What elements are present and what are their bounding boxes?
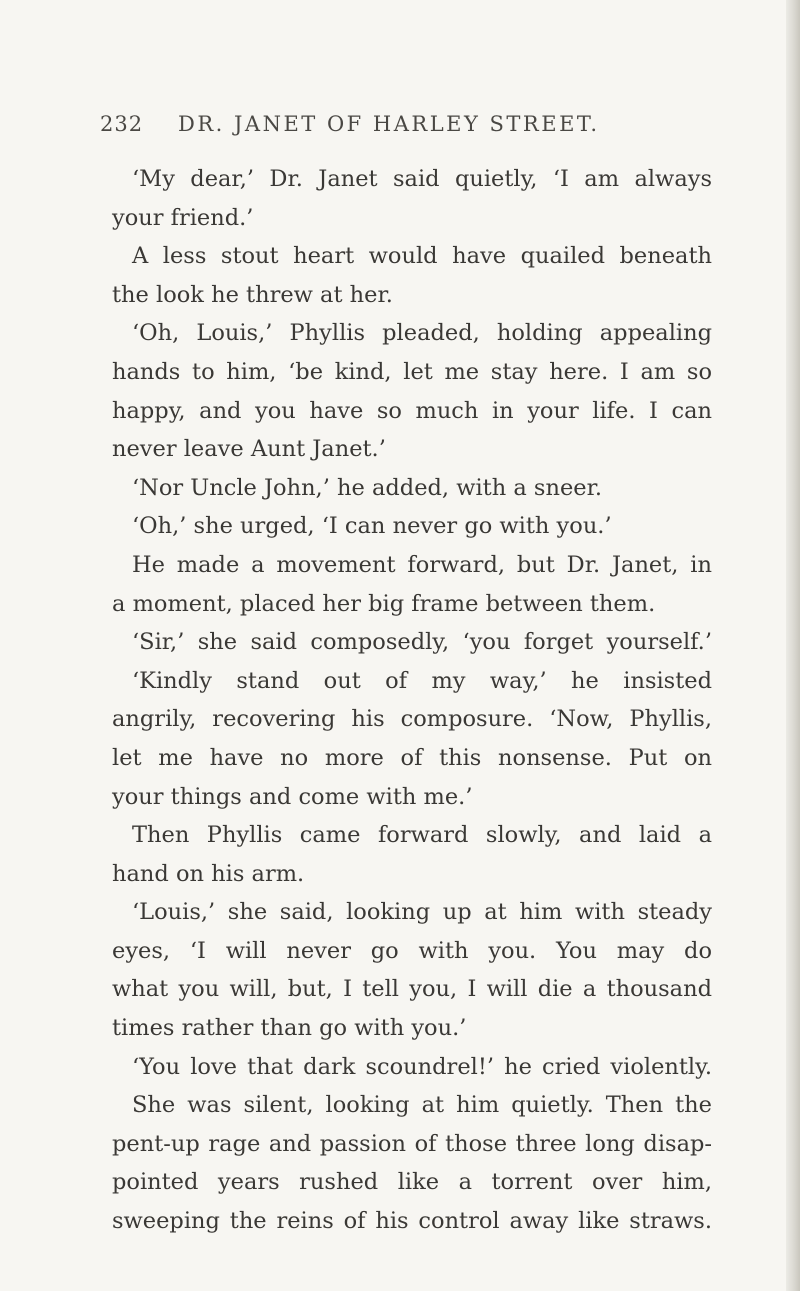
text-line: sweeping the reins of his control away like straws.	[112, 1208, 712, 1235]
text-line: ‘Oh,’ she urged, ‘I can never go with you.’	[132, 513, 612, 540]
text-line: ‘Nor Uncle John,’ he added, with a sneer.	[132, 474, 603, 501]
text-line: happy, and you have so much in your life. I can	[112, 397, 712, 424]
text-line: hands to him, ‘be kind, let me stay here. I am so	[112, 358, 712, 385]
text-line: let me have no more of this nonsense. Put on	[112, 744, 712, 771]
page-number: 232	[100, 112, 144, 136]
text-line: what you will, but, I tell you, I will die a thousand	[112, 976, 712, 1003]
text-line: hand on his arm.	[112, 860, 305, 887]
text-line: ‘You love that dark scoundrel!’ he cried violently.	[132, 1053, 712, 1080]
text-line: your friend.’	[112, 204, 254, 231]
text-line: pointed years rushed like a torrent over him,	[112, 1169, 712, 1196]
text-line: ‘My dear,’ Dr. Janet said quietly, ‘I am always	[132, 166, 712, 192]
text-line: the look he threw at her.	[112, 281, 393, 308]
text-line: ‘Louis,’ she said, looking up at him with steady	[132, 899, 712, 926]
text-line: A less stout heart would have quailed beneath	[132, 243, 712, 270]
text-line: Then Phyllis came forward slowly, and laid a	[132, 822, 712, 849]
text-line: pent-up rage and passion of those three long disap-	[112, 1130, 712, 1157]
body-text	[112, 160, 712, 1241]
running-head: DR. JANET OF HARLEY STREET.	[178, 112, 600, 136]
text-line: angrily, recovering his composure. ‘Now, Phyllis,	[112, 706, 712, 733]
page-header	[100, 112, 740, 152]
page-edge	[786, 0, 800, 1291]
text-line: times rather than go with you.’	[112, 1015, 467, 1042]
text-line: ‘Oh, Louis,’ Phyllis pleaded, holding appealing	[132, 320, 712, 347]
text-line: She was silent, looking at him quietly. Then the	[132, 1092, 712, 1119]
text-line: eyes, ‘I will never go with you. You may do	[112, 937, 712, 964]
text-line: your things and come with me.’	[112, 783, 473, 810]
text-line: a moment, placed her big frame between them.	[112, 590, 656, 617]
text-line: He made a movement forward, but Dr. Janet, in	[132, 551, 712, 578]
text-line: ‘Kindly stand out of my way,’ he insisted	[132, 667, 712, 694]
text-line: ‘Sir,’ she said composedly, ‘you forget yourself.’	[132, 629, 712, 656]
text-line: never leave Aunt Janet.’	[112, 436, 386, 463]
